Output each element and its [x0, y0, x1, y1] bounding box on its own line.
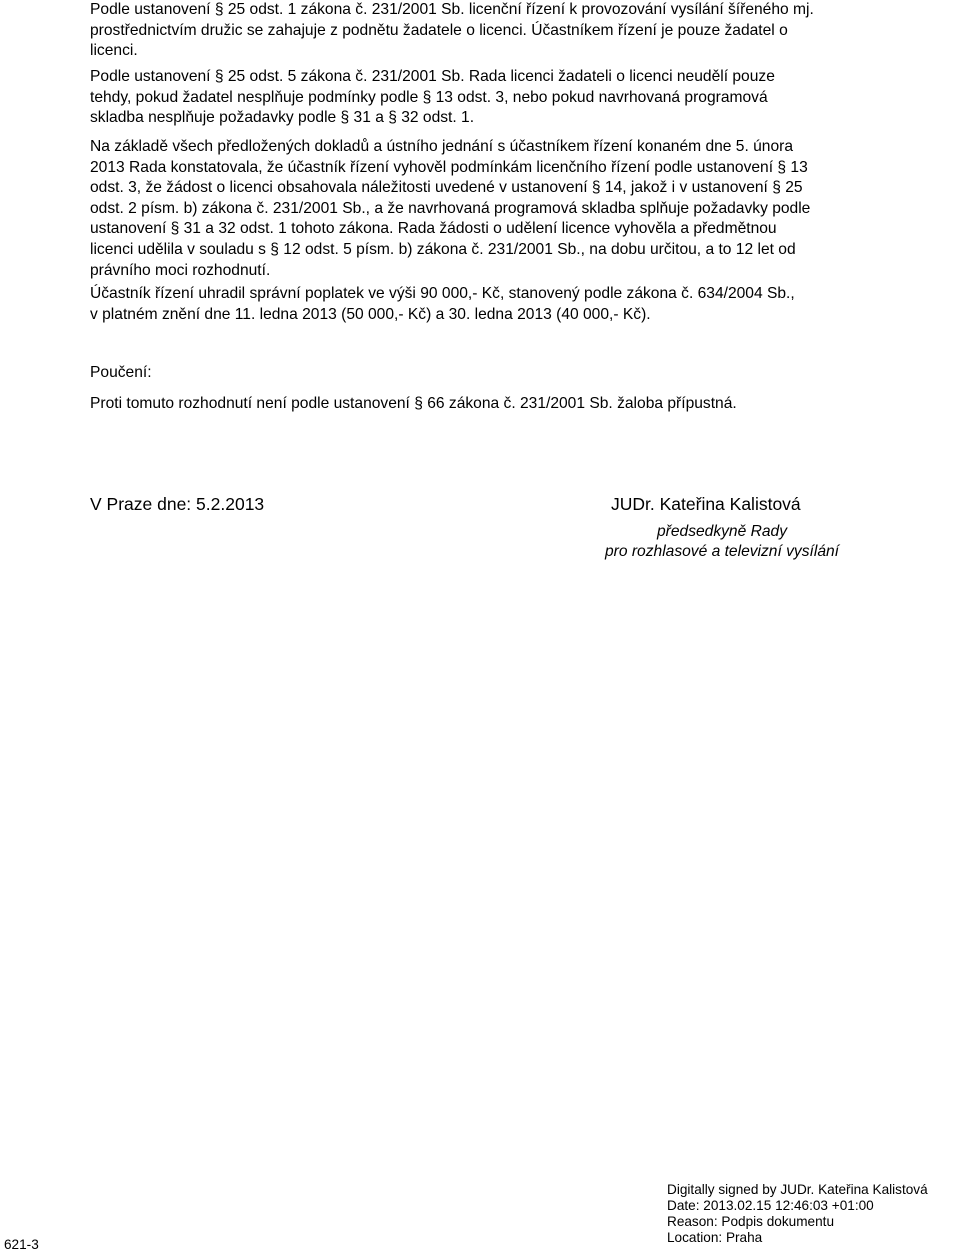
digital-signature-location: Location: Praha: [667, 1230, 763, 1245]
pouceni-text: Proti tomuto rozhodnutí není podle ustanovení § 66 zákona č. 231/2001 Sb. žaloba přípustná.: [90, 395, 737, 412]
paragraph-administrative-fee: [90, 284, 890, 325]
paragraph-line: Na základě všech předložených dokladů a ústního jednání s účastníkem řízení konaném dne 5. února: [90, 138, 794, 155]
paragraph-line: tehdy, pokud žadatel nesplňuje podmínky podle § 13 odst. 3, nebo pokud navrhovaná programová: [90, 88, 768, 106]
form-code: 621-3: [4, 1237, 39, 1252]
paragraph-refusal-conditions: [90, 67, 890, 129]
paragraph-line: licenci udělila v souladu s § 12 odst. 5 písm. b) zákona č. 231/2001 Sb., na dobu určitou, a to 12 let od: [90, 240, 796, 258]
paragraph-line: v platném znění dne 11. ledna 2013 (50 000,- Kč) a 30. ledna 2013 (40 000,- Kč).: [90, 305, 651, 323]
paragraph-line: skladba nesplňuje požadavky podle § 31 a § 32 odst. 1.: [90, 109, 475, 127]
signer-role-line: předsedkyně Rady: [656, 523, 788, 540]
paragraph-licensing-procedure: [90, 0, 890, 62]
signer-role: [587, 522, 857, 562]
digital-signature-signer: Digitally signed by JUDr. Kateřina Kalistová: [667, 1182, 928, 1197]
paragraph-line: odst. 3, že žádost o licenci obsahovala náležitosti uvedené v ustanovení § 14, jakož i v ustanovení § 25: [90, 179, 803, 197]
paragraph-line: Podle ustanovení § 25 odst. 5 zákona č. 231/2001 Sb. Rada licenci žadateli o licenci neudělí pouze: [90, 68, 775, 85]
paragraph-line: Účastník řízení uhradil správní poplatek ve výši 90 000,- Kč, stanovený podle zákona č. 634/2004 Sb.,: [90, 285, 795, 302]
place-and-date: V Praze dne: 5.2.2013: [90, 494, 265, 514]
digital-signature-reason: Reason: Podpis dokumentu: [667, 1214, 835, 1229]
signer-role-line: pro rozhlasové a televizní vysílání: [604, 543, 840, 560]
paragraph-line: ustanovení § 31 a 32 odst. 1 tohoto zákona. Rada žádosti o udělení licence vyhověla a předmětnou: [90, 220, 777, 238]
digital-signature-stamp: [667, 1182, 928, 1246]
paragraph-decision-reasoning: [90, 137, 890, 281]
paragraph-line: odst. 2 písm. b) zákona č. 231/2001 Sb., a že navrhovaná programová skladba splňuje požadavky podle: [90, 199, 811, 217]
paragraph-line: 2013 Rada konstatovala, že účastník řízení vyhověl podmínkám licenčního řízení podle ustanovení § 13: [90, 158, 808, 176]
digital-signature-date: Date: 2013.02.15 12:46:03 +01:00: [667, 1198, 874, 1213]
paragraph-line: prostřednictvím družic se zahajuje z podnětu žadatele o licenci. Účastníkem řízení je pouze žadatel o: [90, 21, 788, 39]
paragraph-line: právního moci rozhodnutí.: [90, 261, 271, 279]
paragraph-line: Podle ustanovení § 25 odst. 1 zákona č. 231/2001 Sb. licenční řízení k provozování vysílání šířeného mj.: [90, 1, 814, 18]
pouceni-label: Poučení:: [90, 364, 152, 381]
signer-name: JUDr. Kateřina Kalistová: [611, 494, 801, 514]
paragraph-line: licenci.: [90, 42, 138, 60]
